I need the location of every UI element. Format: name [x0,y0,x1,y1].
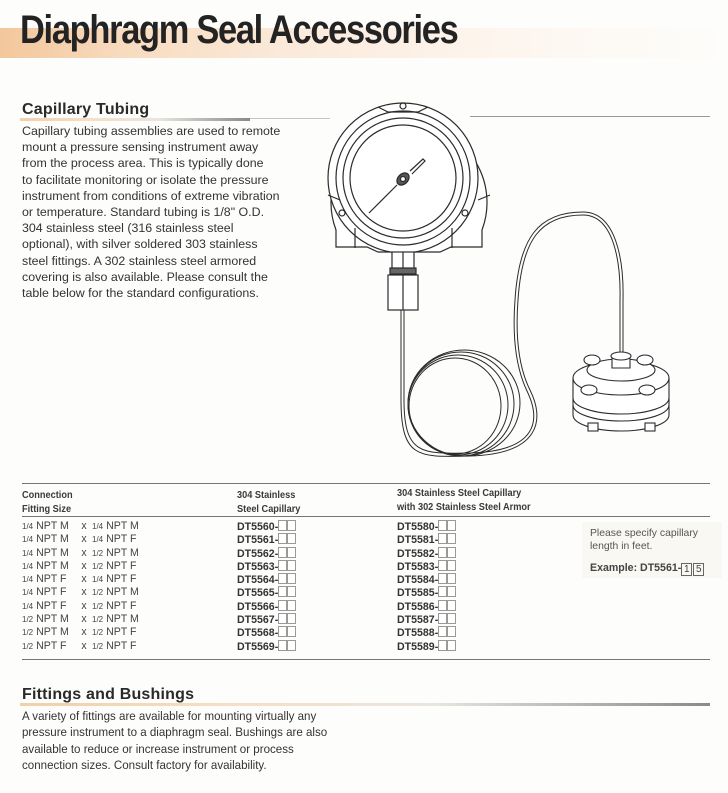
paragraph-line: A variety of fittings are available for mounting virtually any [22,709,317,723]
example-label: Example: DT5561- [590,562,682,574]
length-digit-box [438,586,447,597]
thread-type: NPT M [36,533,69,546]
fitting-a [22,626,76,639]
fitting-a [22,586,76,599]
table-row [397,640,456,653]
part-number: DT5563- [237,560,279,573]
part-number: DT5583- [397,560,439,573]
diaphragm-seal-icon [573,352,669,431]
thread-type: NPT F [106,573,137,586]
table-row [22,586,139,599]
fitting-a [22,520,76,533]
paragraph-line: optional), with silver soldered 303 stainless [22,237,258,252]
thread-type: NPT F [36,639,67,652]
length-digit-box [287,586,296,597]
thread-type: NPT M [36,559,69,572]
length-digit-box [438,600,447,611]
fraction: 1/4 [22,588,34,598]
length-digit-box [287,560,296,571]
paragraph-line: Capillary tubing assemblies are used to remote [22,124,281,138]
table-row [22,613,139,626]
table-row [397,586,456,599]
length-digit-box [287,600,296,611]
thread-type: NPT M [106,613,139,626]
length-digit-box [278,547,287,558]
length-digit-box [447,547,456,558]
thread-type: NPT M [106,586,139,599]
thread-type: NPT F [36,573,67,586]
thread-type: NPT F [36,586,67,599]
table-row [397,626,456,639]
table-row [237,547,296,560]
length-digit-box [447,520,456,531]
separator: x [81,599,87,612]
length-digit-box [438,560,447,571]
table-row [237,600,296,613]
fraction: 1/2 [22,615,34,625]
section-heading-capillary-tubing: Capillary Tubing [22,101,150,118]
length-digit-box [287,547,296,558]
fraction: 1/4 [22,535,34,545]
part-number: DT5586- [397,600,439,613]
thread-type: NPT F [106,599,137,612]
length-digit-box [447,533,456,544]
length-digit-box [438,573,447,584]
fraction: 1/2 [22,628,34,638]
column-header-304-stainless [237,489,300,517]
fraction: 1/2 [92,548,104,558]
thread-type: NPT F [106,533,137,546]
length-digit-box [278,613,287,624]
fraction: 1/4 [92,535,104,545]
fraction: 1/4 [92,575,104,585]
length-digit-box [438,520,447,531]
fitting-a [22,560,76,573]
fraction: 1/4 [22,522,34,531]
thread-type: NPT M [36,546,69,559]
thread-type: NPT M [36,626,69,639]
page-title: Diaphragm Seal Accessories [20,8,458,52]
paragraph-line: steel fittings. A 302 stainless steel armored [22,253,257,268]
paragraph-line: table below for the standard configurations. [22,286,259,301]
table-row [237,613,296,626]
fitting-a [22,533,76,546]
part-number: DT5582- [397,547,439,560]
part-number: DT5560- [237,521,279,533]
table-row [237,573,296,586]
fitting-a [22,547,76,560]
fraction: 1/2 [92,628,104,638]
part-number: DT5589- [397,640,439,653]
example-digit-box: 1 [681,563,692,576]
note-line: Please specify capillary [590,528,698,539]
note-line: length in feet. [590,541,653,552]
header-line: Steel Capillary [237,504,301,515]
thread-type: NPT F [106,559,137,572]
length-digit-box [447,626,456,637]
part-number: DT5564- [237,574,279,587]
length-digit-box [447,586,456,597]
fitting-a [22,613,76,626]
thread-type: NPT M [36,520,69,532]
separator: x [81,520,87,532]
length-digit-box [278,520,287,531]
fitting-a [22,573,76,586]
length-digit-box [438,640,447,651]
fraction: 1/2 [92,588,104,598]
part-number: DT5566- [237,600,279,613]
separator: x [81,639,87,652]
part-number: DT5568- [237,627,279,640]
fraction: 1/2 [92,641,104,651]
length-digit-box [287,533,296,544]
length-digit-box [278,533,287,544]
table-row [397,560,456,573]
fitting-size-column [22,520,139,653]
heading-rule-fittings [20,703,710,706]
table-bottom-rule [22,659,710,660]
table-row [237,560,296,573]
paragraph-line: pressure instrument to a diaphragm seal. Bushings are also [22,725,328,740]
table-row [237,520,296,533]
fraction: 1/2 [92,601,104,611]
table-row [22,600,139,613]
length-digit-box [447,640,456,651]
table-row [22,640,139,653]
part-number: DT5588- [397,627,439,640]
header-line: Connection [22,490,73,501]
thread-type: NPT M [36,613,69,626]
fitting-a [22,640,76,653]
length-digit-box [287,626,296,637]
table-row [22,547,139,560]
fraction: 1/4 [22,575,34,585]
header-line: 304 Stainless [237,490,296,501]
length-digit-box [447,613,456,624]
column-header-fitting-size [22,489,73,517]
paragraph-line: connection sizes. Consult factory for availability. [22,758,267,773]
part-number: DT5584- [397,574,439,587]
length-digit-box [447,560,456,571]
table-top-rule [22,483,710,484]
part-number: DT5585- [397,587,439,600]
separator: x [81,533,87,546]
armored-code-column [397,520,456,653]
thread-type: NPT F [106,639,137,652]
fraction: 1/4 [22,548,34,558]
fraction: 1/2 [92,561,104,571]
table-row [397,520,456,533]
paragraph-line: instrument from conditions of extreme vibration [22,188,280,203]
part-number: DT5565- [237,587,279,600]
table-row [397,573,456,586]
length-digit-box [438,533,447,544]
length-digit-box [278,640,287,651]
table-row [22,533,139,546]
separator: x [81,626,87,639]
fraction: 1/4 [22,601,34,611]
table-row [237,533,296,546]
part-number: DT5562- [237,547,279,560]
fraction: 1/2 [92,615,104,625]
fittings-bushings-paragraph [22,708,327,774]
table-row [397,547,456,560]
length-digit-box [278,560,287,571]
thread-type: NPT M [106,520,139,532]
part-number: DT5569- [237,640,279,653]
header-line: 304 Stainless Steel Capillary [397,488,522,499]
length-digit-box [447,573,456,584]
separator: x [81,586,87,599]
table-row [237,640,296,653]
part-number: DT5581- [397,534,439,547]
separator: x [81,573,87,586]
pressure-gauge-icon [328,103,490,310]
part-number: DT5561- [237,534,279,547]
separator: x [81,559,87,572]
paragraph-line: or temperature. Standard tubing is 1/8" O.D. [22,205,265,220]
table-row [237,586,296,599]
length-digit-box [438,613,447,624]
length-digit-box [287,640,296,651]
thread-type: NPT F [36,599,67,612]
paragraph-line: available to reduce or increase instrument or process [22,741,294,756]
length-digit-box [438,626,447,637]
header-line: Fitting Size [22,504,72,515]
fraction: 1/2 [22,641,34,651]
fitting-a [22,600,76,613]
paragraph-line: mount a pressure sensing instrument away [22,140,259,155]
table-row [397,533,456,546]
separator: x [81,613,87,626]
example-digit-box: 5 [693,563,704,576]
length-digit-box [278,586,287,597]
table-row [22,560,139,573]
length-digit-box [278,626,287,637]
paragraph-line: to facilitate monitoring or isolate the pressure [22,172,269,187]
ss304-code-column [237,520,296,653]
part-number: DT5587- [397,614,439,627]
thread-type: NPT F [106,626,137,639]
length-digit-box [287,613,296,624]
note-text [590,527,698,553]
column-header-armored [397,487,531,515]
length-digit-box [278,573,287,584]
table-row [237,626,296,639]
paragraph-line: covering is also available. Please consult the [22,269,268,284]
thread-type: NPT M [106,546,139,559]
length-digit-box [447,600,456,611]
separator: x [81,546,87,559]
paragraph-line: from the process area. This is typically done [22,156,264,171]
section-heading-fittings-bushings: Fittings and Bushings [22,686,195,703]
part-number: DT5580- [397,521,439,533]
part-number: DT5567- [237,614,279,627]
table-header-rule [22,516,710,517]
fraction: 1/4 [22,561,34,571]
note-example [590,562,705,576]
length-digit-box [278,600,287,611]
table-row [22,573,139,586]
length-digit-box [438,547,447,558]
table-row [397,600,456,613]
table-row [22,520,139,533]
paragraph-line: 304 stainless steel (316 stainless steel [22,221,234,236]
fraction: 1/4 [92,522,104,531]
length-digit-box [287,520,296,531]
length-digit-box [287,573,296,584]
header-line: with 302 Stainless Steel Armor [397,502,531,513]
table-row [397,613,456,626]
table-row [22,626,139,639]
